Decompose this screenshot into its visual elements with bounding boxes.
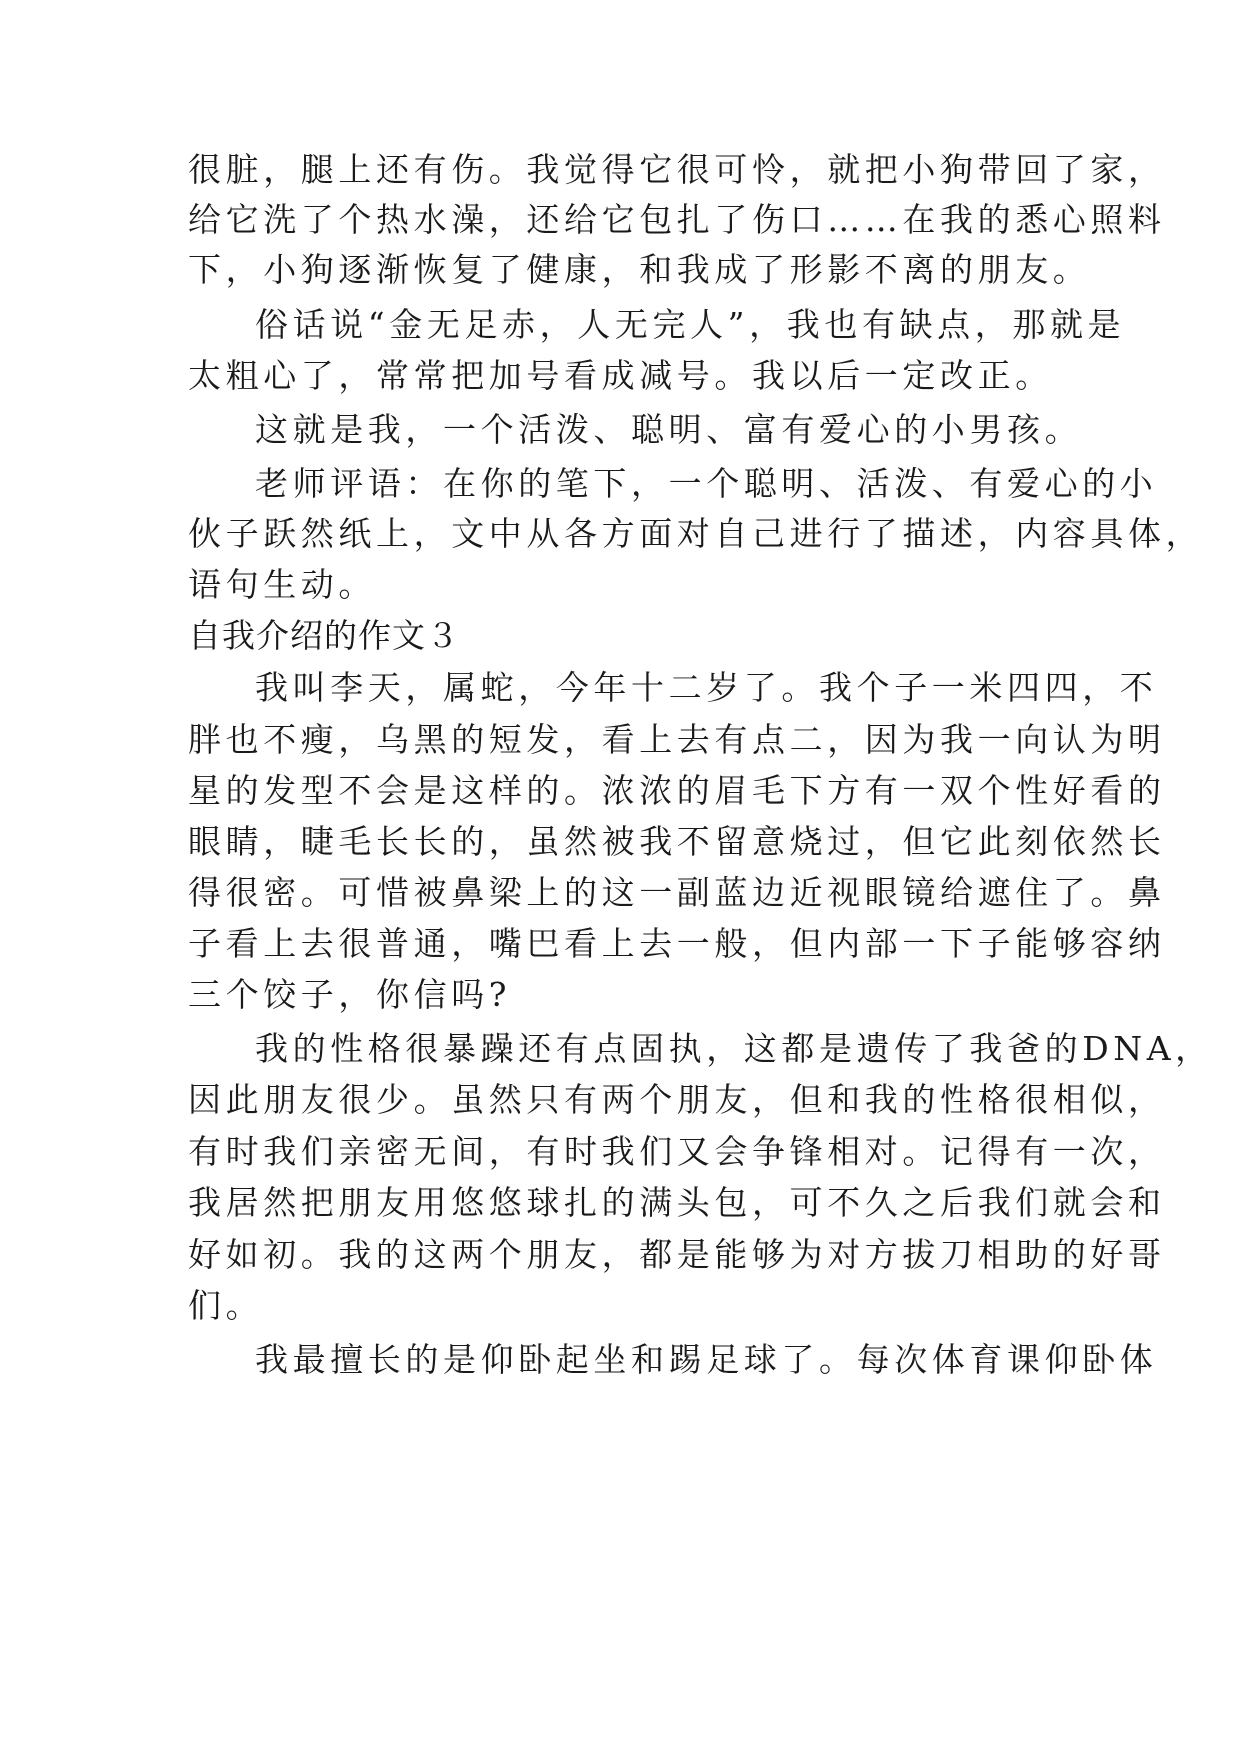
text-line: 因此朋友很少。虽然只有两个朋友，但和我的性格很相似， [188, 1080, 1166, 1119]
text-line: 语句生动。 [188, 565, 376, 604]
text-line: 有时我们亲密无间，有时我们又会争锋相对。记得有一次， [188, 1132, 1166, 1171]
text-line: 我的性格很暴躁还有点固执，这都是遗传了我爸的DNA， [255, 1029, 1213, 1068]
text-line: 我居然把朋友用悠悠球扎的满头包，可不久之后我们就会和 [188, 1183, 1166, 1222]
text-line: 下，小狗逐渐恢复了健康，和我成了形影不离的朋友。 [188, 250, 1091, 289]
text-line: 给它洗了个热水澡，还给它包扎了伤口……在我的悉心照料 [188, 200, 1166, 239]
text-line: 们。 [188, 1286, 264, 1325]
text-line: 三个饺子，你信吗? [188, 975, 512, 1014]
text-line: 伙子跃然纸上，文中从各方面对自己进行了描述，内容具体， [188, 514, 1204, 553]
text-line: 老师评语：在你的笔下，一个聪明、活泼、有爱心的小 [255, 464, 1158, 503]
text-line: 胖也不瘦，乌黑的短发，看上去有点二，因为我一向认为明 [188, 720, 1166, 759]
text-line: 我最擅长的是仰卧起坐和踢足球了。每次体育课仰卧体 [255, 1340, 1158, 1379]
text-line: 好如初。我的这两个朋友，都是能够为对方拔刀相助的好哥 [188, 1235, 1166, 1274]
text-line: 很脏，腿上还有伤。我觉得它很可怜，就把小狗带回了家， [188, 150, 1166, 189]
text-line: 星的发型不会是这样的。浓浓的眉毛下方有一双个性好看的 [188, 771, 1166, 810]
section-heading: 自我介绍的作文３ [188, 616, 460, 655]
text-line: 这就是我，一个活泼、聪明、富有爱心的小男孩。 [255, 410, 1083, 449]
text-line: 太粗心了，常常把加号看成减号。我以后一定改正。 [188, 356, 1053, 395]
text-line: 俗话说“金无足赤，人无完人”，我也有缺点，那就是 [255, 305, 1126, 344]
text-line: 得很密。可惜被鼻梁上的这一副蓝边近视眼镜给遮住了。鼻 [188, 873, 1166, 912]
text-line: 眼睛，睫毛长长的，虽然被我不留意烧过，但它此刻依然长 [188, 822, 1166, 861]
text-line: 子看上去很普通，嘴巴看上去一般，但内部一下子能够容纳 [188, 924, 1166, 963]
text-line: 我叫李天，属蛇，今年十二岁了。我个子一米四四，不 [255, 668, 1158, 707]
